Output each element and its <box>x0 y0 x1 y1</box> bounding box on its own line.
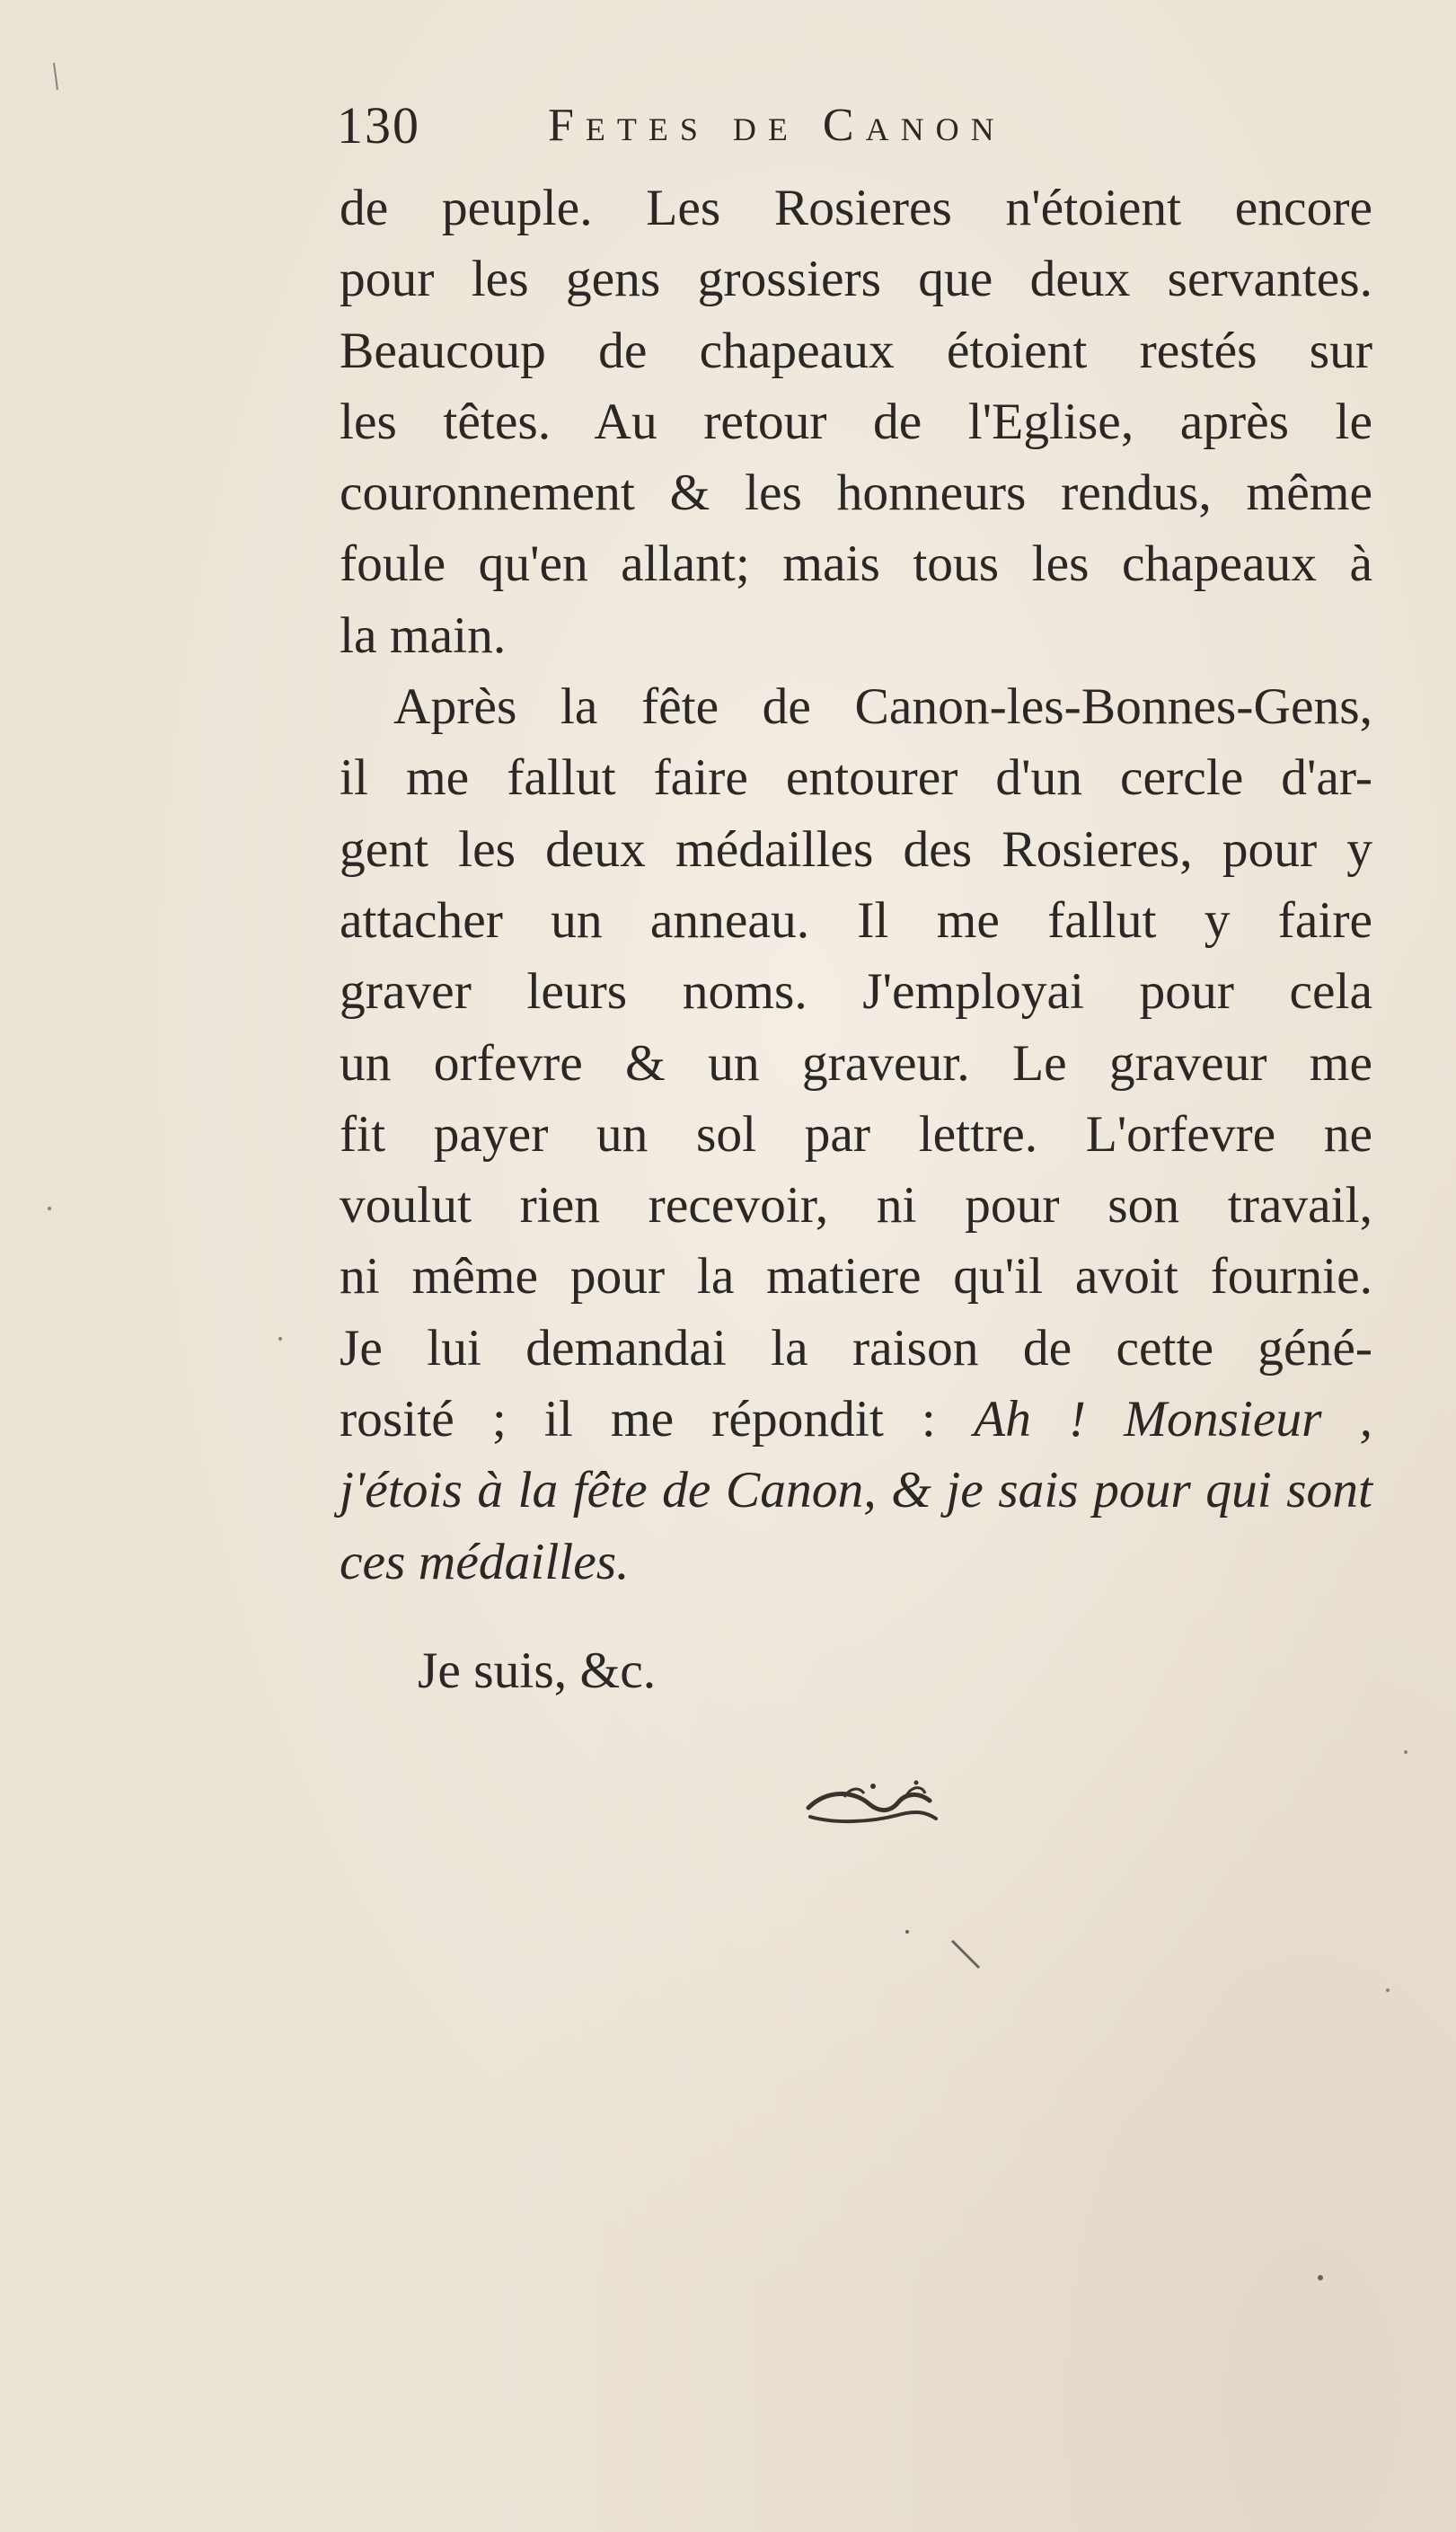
text-line: ni même pour la matiere qu'il avoit fournie. <box>340 1248 1372 1306</box>
text-line: il me fallut faire entourer d'un cercle d'ar- <box>340 749 1372 807</box>
page-header <box>337 90 1154 162</box>
tailpiece-ornament-icon <box>790 1770 952 1833</box>
line-roman-part: rosité ; il me répondit : <box>340 1391 974 1448</box>
text-line: foule qu'en allant; mais tous les chapeaux à <box>340 536 1372 593</box>
text-line: attacher un anneau. Il me fallut y faire <box>340 891 1372 949</box>
italic-text-line: ces médailles. <box>340 1533 630 1590</box>
line-italic-part: Ah ! Monsieur , <box>973 1391 1373 1448</box>
text-line: les têtes. Au retour de l'Eglise, après le <box>340 393 1372 450</box>
italic-text-line: j'étois à la fête de Canon, & je sais pour qui sont <box>340 1462 1372 1519</box>
paragraph-start-line: Après la fête de Canon-les-Bonnes-Gens, <box>393 678 1372 736</box>
body-text <box>340 173 1372 1598</box>
text-line: graver leurs noms. J'employai pour cela <box>340 963 1372 1021</box>
text-line: voulut rien recevoir, ni pour son travail, <box>340 1177 1372 1235</box>
closing-formula: Je suis, &c. <box>418 1642 657 1699</box>
text-line: couronnement & les honneurs rendus, même <box>340 465 1372 522</box>
page-number: 130 <box>337 96 420 155</box>
text-line: un orfevre & un graveur. Le graveur me <box>340 1034 1372 1092</box>
text-line: Beaucoup de chapeaux étoient restés sur <box>340 322 1372 379</box>
text-line: pour les gens grossiers que deux servantes. <box>340 251 1372 308</box>
text-line: de peuple. Les Rosieres n'étoient encore <box>340 180 1372 236</box>
running-title: Fetes de Canon <box>548 100 1006 151</box>
text-line: fit payer un sol par lettre. L'orfevre ne <box>340 1105 1372 1163</box>
mixed-text-line <box>340 1384 1372 1455</box>
text-line: la main. <box>340 606 507 664</box>
text-line: Je lui demandai la raison de cette géné- <box>340 1319 1372 1377</box>
text-line: gent les deux médailles des Rosieres, pour y <box>340 820 1372 878</box>
